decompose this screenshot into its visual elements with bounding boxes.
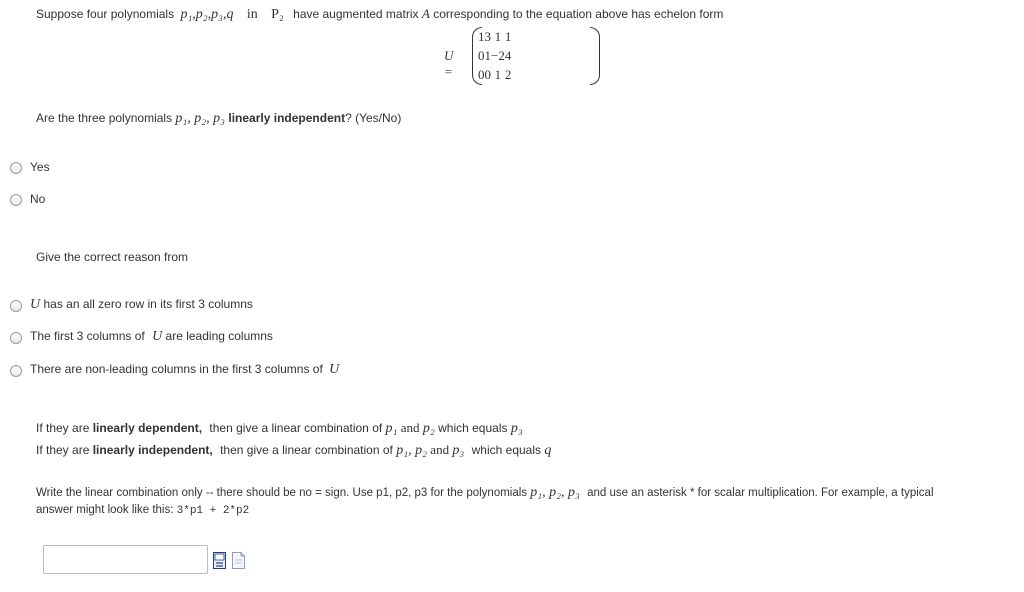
preview-icon[interactable] <box>232 552 245 569</box>
question-intro <box>36 6 723 23</box>
q1-polys: p₁, p₂, p₃ <box>175 111 226 126</box>
dep-and: and <box>400 420 420 435</box>
matrix-cell: 2 <box>504 67 512 82</box>
radio-yes[interactable] <box>10 162 22 174</box>
matrix-row <box>478 65 511 84</box>
intro-suffix-b: corresponding to the equation above has echelon form <box>433 7 724 21</box>
dep-p3: p₃ <box>510 421 523 436</box>
matrix-cell: 1 <box>484 48 491 63</box>
radio-reason-zero-row[interactable] <box>10 300 22 312</box>
instr-line1-a: Write the linear combination only -- there should be no = sign. Use p1, p2, p3 for the polynomials <box>36 487 528 499</box>
instructions-line1 <box>36 485 934 501</box>
q1-prefix: Are the three polynomials <box>36 111 173 125</box>
ind-bold: linearly independent, <box>92 443 213 457</box>
independent-instruction <box>36 442 551 459</box>
dep-which: which equals <box>438 421 508 435</box>
ind-and: and <box>430 442 450 457</box>
example-code: 3*p1 + 2*p2 <box>176 505 250 517</box>
dependent-instruction <box>36 420 523 437</box>
matrix-cell: 1 <box>494 29 502 44</box>
option-math-u: U <box>30 297 41 312</box>
q1-prompt <box>36 111 401 127</box>
option-text: has an all zero row in its first 3 columns <box>43 297 253 311</box>
option-yes-label[interactable]: Yes <box>30 160 50 174</box>
dep-mid: then give a linear combination of <box>209 421 383 435</box>
matrix-label: U = <box>444 48 454 79</box>
space-name: P₂ <box>271 7 284 22</box>
option-reason-nonleading[interactable] <box>30 362 339 378</box>
matrix-cell: 0 <box>478 48 485 63</box>
ind-polys: p₁, p₂ <box>396 443 427 458</box>
poly-list: p₁,p₂,p₃,q <box>180 7 234 22</box>
ind-q: q <box>544 443 552 458</box>
matrix-table <box>478 27 511 84</box>
option-reason-zero-row[interactable] <box>30 297 253 313</box>
matrix-cell: 3 <box>484 29 491 44</box>
ind-prefix: If they are <box>36 443 90 457</box>
instr-polys: p₁, p₂, p₃ <box>530 485 580 500</box>
radio-no[interactable] <box>10 194 22 206</box>
ind-mid: then give a linear combination of <box>220 443 393 457</box>
matrix-cell: 0 <box>484 67 491 82</box>
matrix-cell: 4 <box>504 48 512 63</box>
instructions-line2 <box>36 504 249 517</box>
radio-reason-leading[interactable] <box>10 332 22 344</box>
option-text: The first 3 columns of <box>30 329 145 343</box>
dep-p2: p₂ <box>422 421 435 436</box>
dep-bold: linearly dependent, <box>92 421 203 435</box>
option-reason-leading[interactable] <box>30 329 273 345</box>
dep-prefix: If they are <box>36 421 90 435</box>
q1-suffix: ? (Yes/No) <box>345 111 402 125</box>
ind-which: which equals <box>471 443 542 457</box>
instr-line1-b: and use an asterisk * for scalar multiplication. For example, a typical <box>587 487 934 499</box>
option-text-2: are leading columns <box>165 329 273 343</box>
matrix-row <box>478 46 511 65</box>
matrix-cell: 0 <box>478 67 485 82</box>
equation-editor-icon[interactable] <box>213 552 226 569</box>
matrix-row <box>478 27 511 46</box>
q2-prompt: Give the correct reason from <box>36 250 189 264</box>
option-no-label[interactable]: No <box>30 192 46 206</box>
right-paren <box>590 27 600 85</box>
ind-p3: p₃ <box>452 443 465 458</box>
radio-reason-nonleading[interactable] <box>10 365 22 377</box>
dep-p1: p₁ <box>385 421 398 436</box>
option-math-u: U <box>152 329 163 344</box>
option-text: There are non-leading columns in the first 3 columns of <box>30 362 323 376</box>
intro-suffix-a: have augmented matrix <box>293 7 419 21</box>
matrix-cell: 1 <box>494 67 502 82</box>
matrix-cell: −2 <box>491 48 505 63</box>
matrix-name: A <box>421 6 430 21</box>
option-math-u: U <box>329 362 340 377</box>
intro-prefix: Suppose four polynomials <box>36 7 175 21</box>
matrix-cell: 1 <box>504 29 512 44</box>
q1-bold: linearly independent <box>228 111 346 125</box>
answer-input[interactable] <box>43 545 208 574</box>
instr-line2-a: answer might look like this: <box>36 504 174 516</box>
in-word: in <box>246 7 258 22</box>
matrix-cell: 1 <box>478 29 485 44</box>
